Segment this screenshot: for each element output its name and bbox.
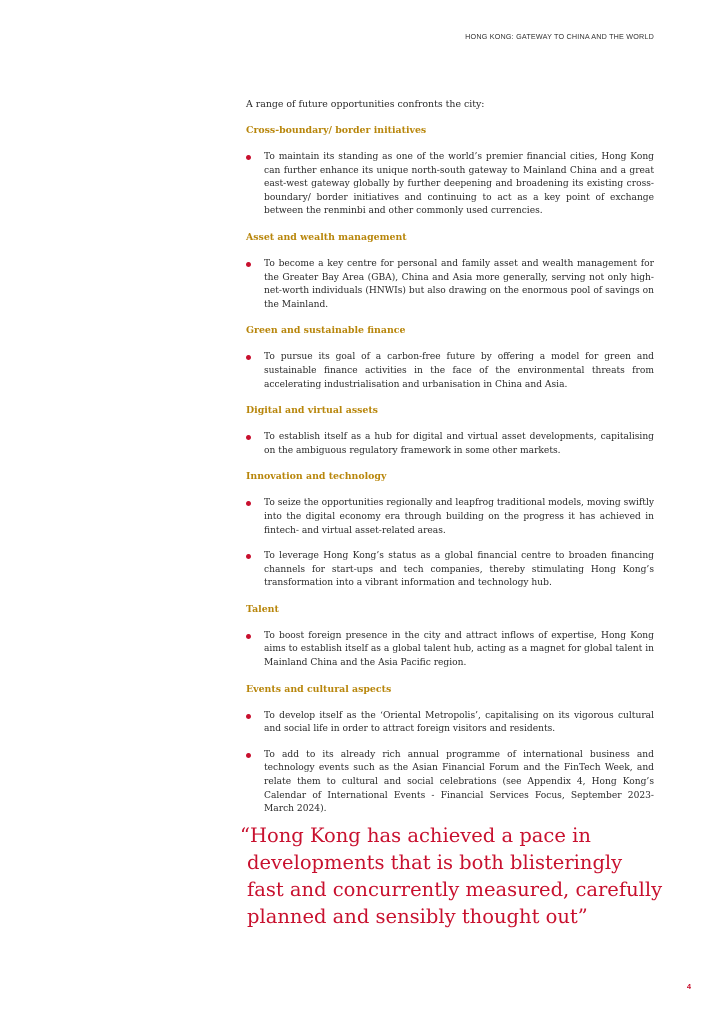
section-heading: Innovation and technology xyxy=(246,471,387,483)
bullet-dot-icon xyxy=(246,355,251,360)
section-heading: Asset and wealth management xyxy=(246,231,407,243)
bullet-item xyxy=(246,351,654,392)
bullet-text: To develop itself as the ‘Oriental Metropolis’, capitalising on its vigorous cultural and social life in order to attract foreign visitors and residents. xyxy=(264,710,654,735)
quote-line: “Hong Kong has achieved a pace in xyxy=(240,824,591,847)
section-asset-wealth xyxy=(246,231,654,312)
bullet-text: To maintain its standing as one of the world’s premier financial cities, Hong Kong can further enhance its unique north-south gateway to Mainland China and a great east-west gateway globally by further deepening and broadening its existing cross-boundary/ border initiatives and continuing to act as a key point of exchange between the renminbi and other commonly used currencies. xyxy=(264,152,654,217)
bullet-item xyxy=(246,497,654,538)
quote-line: planned and sensibly thought out” xyxy=(247,905,588,928)
section-heading: Green and sustainable finance xyxy=(246,325,406,337)
page-number: 4 xyxy=(686,982,691,991)
bullet-text: To seize the opportunities regionally and leapfrog traditional models, moving swiftly into the digital economy era through building on the progress it has achieved in fintech- and virtual asset-related areas. xyxy=(264,498,654,536)
bullet-text: To become a key centre for personal and family asset and wealth management for the Greater Bay Area (GBA), China and Asia more generally, serving not only high-net-worth individuals (HNWIs) but also drawing on the enormous pool of savings on the Mainland. xyxy=(264,258,654,310)
bullet-item xyxy=(246,431,654,458)
bullet-dot-icon xyxy=(246,634,251,639)
section-cross-boundary xyxy=(246,124,654,219)
section-heading: Cross-boundary/ border initiatives xyxy=(246,125,427,136)
bullet-item xyxy=(246,151,654,219)
intro-text: A range of future opportunities confronts the city: xyxy=(246,99,485,110)
bullet-item xyxy=(246,550,654,591)
bullet-dot-icon xyxy=(246,753,251,758)
bullet-dot-icon xyxy=(246,501,251,506)
section-talent xyxy=(246,603,654,671)
bullet-item xyxy=(246,749,654,817)
section-heading: Events and cultural aspects xyxy=(246,683,392,695)
running-header: HONG KONG: GATEWAY TO CHINA AND THE WORLD xyxy=(465,32,654,41)
bullet-text: To pursue its goal of a carbon-free future by offering a model for green and sustainable finance activities in the face of the environmental threats from accelerating industrialisation and urbanisation in China and Asia. xyxy=(264,352,654,390)
section-innovation xyxy=(246,470,654,591)
quote-line: developments that is both blisteringly xyxy=(247,851,623,874)
section-heading: Talent xyxy=(246,603,279,615)
bullet-dot-icon xyxy=(246,262,251,267)
bullet-item xyxy=(246,630,654,671)
bullet-item xyxy=(246,258,654,312)
bullet-text: To add to its already rich annual programme of international business and technology events such as the Asian Financial Forum and the FinTech Week, and relate them to cultural and social celebrations (see Appendix 4, Hong Kong’s Calendar of International Events - Financial Services Focus, September 2023- March 2024). xyxy=(264,749,654,815)
quote-line: fast and concurrently measured, carefully xyxy=(247,878,663,901)
bullet-dot-icon xyxy=(246,435,251,440)
pull-quote xyxy=(240,822,663,930)
bullet-dot-icon xyxy=(246,155,251,160)
bullet-text: To leverage Hong Kong’s status as a global financial centre to broaden financing channels for start-ups and tech companies, thereby stimulating Hong Kong’s transformation into a vibrant information and technology hub. xyxy=(264,551,654,589)
main-content xyxy=(246,98,654,829)
bullet-dot-icon xyxy=(246,714,251,719)
bullet-dot-icon xyxy=(246,554,251,559)
section-events-cultural xyxy=(246,683,654,817)
bullet-text: To boost foreign presence in the city and attract inflows of expertise, Hong Kong aims to establish itself as a global talent hub, acting as a magnet for global talent in Mainland China and the Asia Pacific region. xyxy=(264,630,654,669)
section-digital-assets xyxy=(246,404,654,458)
bullet-item xyxy=(246,710,654,737)
bullet-text: To establish itself as a hub for digital and virtual asset developments, capitalising on the ambiguous regulatory framework in some other markets. xyxy=(264,432,654,456)
section-heading: Digital and virtual assets xyxy=(246,405,378,417)
section-green-finance xyxy=(246,324,654,392)
